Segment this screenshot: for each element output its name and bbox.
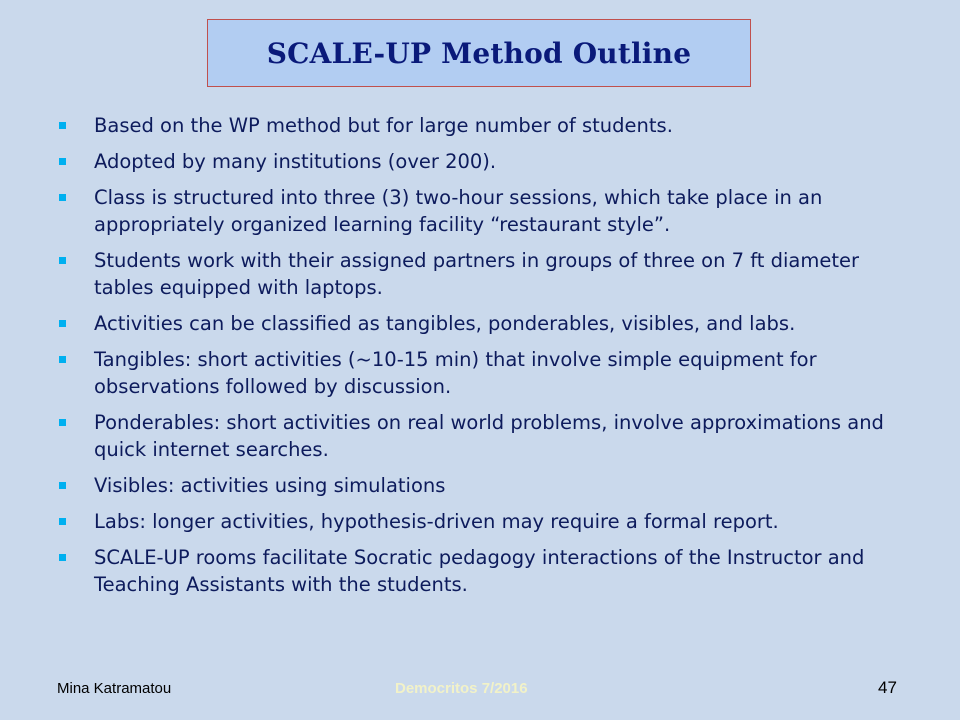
square-bullet-icon — [59, 356, 66, 363]
bullet-item — [58, 508, 918, 535]
bullet-item — [58, 247, 918, 301]
bullet-text: Activities can be classified as tangibles, ponderables, visibles, and labs. — [94, 312, 796, 335]
bullet-item — [58, 184, 918, 238]
slide-title: SCALE-UP Method Outline — [266, 36, 692, 70]
bullet-text: SCALE-UP rooms facilitate Socratic pedagogy interactions of the Instructor and Teaching Assistants with the students. — [94, 546, 865, 596]
square-bullet-icon — [59, 419, 66, 426]
footer-author: Mina Katramatou — [57, 680, 172, 697]
title-box — [207, 19, 751, 87]
square-bullet-icon — [59, 320, 66, 327]
square-bullet-icon — [59, 518, 66, 525]
bullet-item — [58, 148, 918, 175]
square-bullet-icon — [59, 482, 66, 489]
square-bullet-icon — [59, 257, 66, 264]
square-bullet-icon — [59, 158, 66, 165]
bullet-text: Based on the WP method but for large number of students. — [94, 114, 673, 137]
square-bullet-icon — [59, 122, 66, 129]
bullet-item — [58, 112, 918, 139]
bullet-text: Adopted by many institutions (over 200). — [94, 150, 497, 173]
bullet-item — [58, 409, 918, 463]
bullet-text: Students work with their assigned partners in groups of three on 7 ft diameter tables equipped with laptops. — [94, 249, 860, 299]
bullet-item — [58, 346, 918, 400]
bullet-text: Ponderables: short activities on real world problems, involve approximations and quick internet searches. — [94, 411, 884, 461]
bullet-list — [58, 112, 918, 607]
bullet-item — [58, 310, 918, 337]
page-number: 47 — [878, 678, 897, 697]
square-bullet-icon — [59, 194, 66, 201]
bullet-item — [58, 472, 918, 499]
footer-event: Democritos 7/2016 — [395, 680, 528, 697]
bullet-text: Class is structured into three (3) two-hour sessions, which take place in an appropriately organized learning facility “restaurant style”. — [94, 186, 823, 236]
bullet-text: Tangibles: short activities (~10-15 min) that involve simple equipment for observations followed by discussion. — [94, 348, 817, 398]
square-bullet-icon — [59, 554, 66, 561]
bullet-text: Visibles: activities using simulations — [94, 474, 446, 497]
bullet-item — [58, 544, 918, 598]
bullet-text: Labs: longer activities, hypothesis-driven may require a formal report. — [94, 510, 779, 533]
